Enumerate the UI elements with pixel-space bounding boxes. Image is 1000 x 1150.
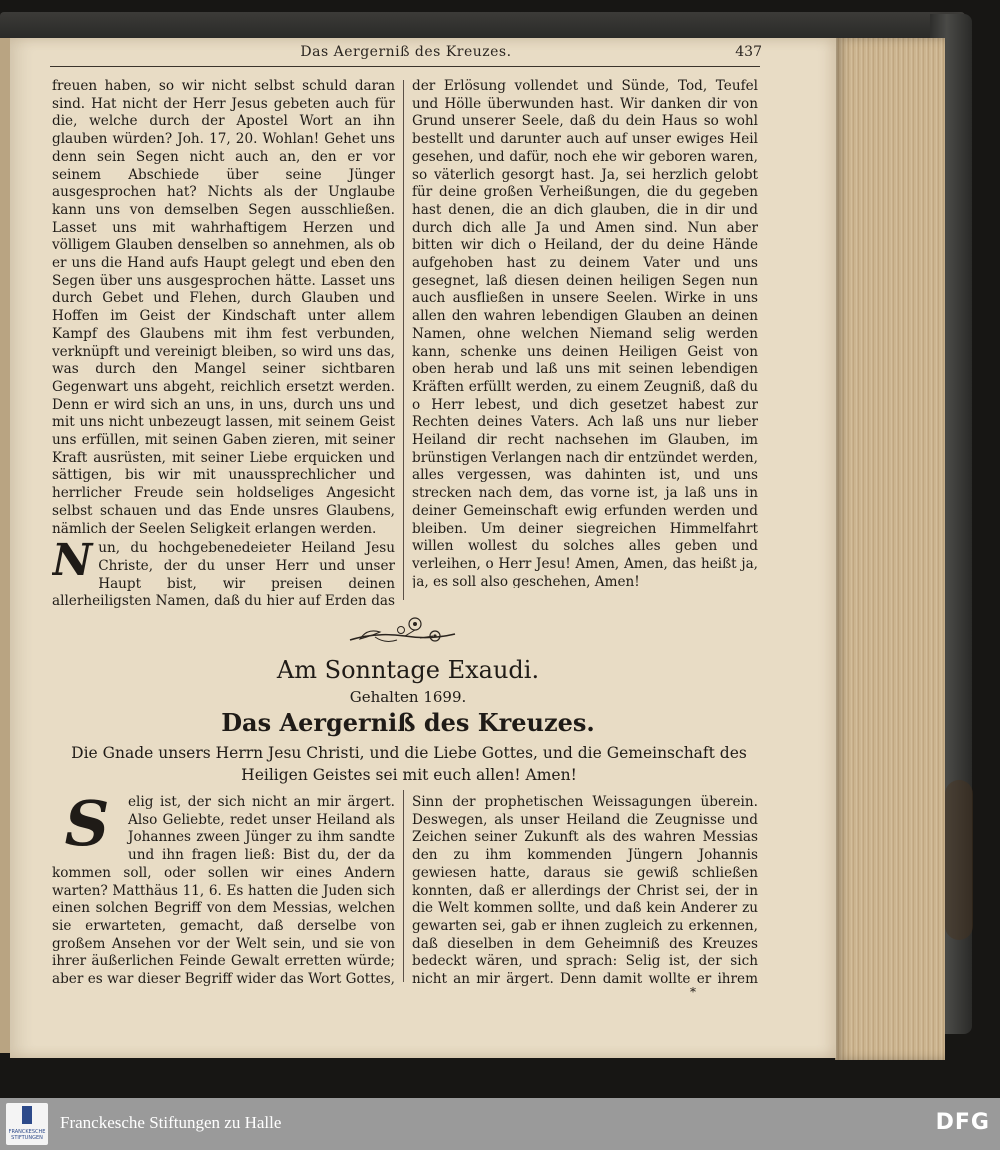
text-column-left-bottom: [52, 794, 395, 986]
sermon-title: Am Sonntage Exaudi.: [276, 656, 540, 684]
running-header: [50, 44, 762, 66]
sermon-main-title: Das Aergerniß des Kreuzes.: [221, 708, 595, 737]
drop-cap: N: [52, 535, 93, 587]
paragraph: der Erlösung vollendet und Sünde, Tod, Teufel und Hölle überwunden hast. Wir danken dir von Grund unserer Seele, daß du dein Haus so wohl bestellt und darunter auch auf unser ewiges Heil gesehen, und dafür, noch ehe wir geboren waren, so väterlich gesorgt hast. Ja, sei herzlich gelobt für deine großen Verheißungen, die du gegeben hast denen, die an dich glauben, die in dir und durch dich alle Ja und Amen sind. Nun aber bitten wir dich o Heiland, der du deine Hände aufgehoben hast zu deinem Vater und uns gesegnet, laß diesen deinen heiligen Segen nun auch ausfließen in unsere Seelen. Wirke in uns allen den wahren lebendigen Glauben an deinen Namen, ohne welchen Niemand selig werden kann, schenke uns deinen Heiligen Geist von oben herab und laß uns mit seinen lebendigen Kräften erfüllt werden, zu einem Zeugniß, daß du o Herr lebest, und dich gesetzet habest zur Rechten deines Vaters. Ach laß uns nur lieber Heiland dir recht nachsehen im Glauben, im brünstigen Verlangen nach dir entzündet werden, alles vergessen, was dahinten ist, und uns strecken nach dem, das vorne ist, ja laß uns in deiner Gemeinschaft ewig erfunden werden und bleiben. Um deiner siegreichen Himmelfahrt willen wollest du solches alles geben und verleihen, o Herr Jesu! Amen, Amen, das heißt ja, ja, es soll also geschehen, Amen!: [412, 78, 758, 588]
prayer-paragraph: [52, 535, 395, 608]
dfg-logo[interactable]: DFG: [935, 1110, 990, 1135]
page-number: 437: [735, 44, 762, 60]
text-column-left-top: [52, 78, 395, 608]
sermon-date: Gehalten 1699.: [349, 688, 467, 706]
drop-cap: S: [64, 794, 110, 860]
book-cover-top: [0, 12, 965, 38]
column-divider: [403, 790, 404, 982]
institution-logo[interactable]: [6, 1103, 48, 1145]
paragraph: Sinn der prophetischen Weissagungen überein. Deswegen, als unser Heiland die Zeugnisse und Zeichen seiner Zukunft als des wahren Messias den zu ihm kommenden Jüngern Johannis gewiesen hatte, daraus sie gewiß schließen konnten, daß er allerdings der Christ sei, der in die Welt kommen sollte, und daß kein Anderer zu gewarten sei, gab er ihnen zugleich zu erkennen, daß dieselben in dem Geheimniß des Kreuzes bedeckt wären, und sprach: Selig ist, der sich nicht an mir ärgert. Denn damit wollte er ihrem: [412, 794, 758, 986]
running-title: Das Aergerniß des Kreuzes.: [300, 44, 512, 60]
header-rule: [50, 66, 760, 67]
text-column-right-top: [412, 78, 758, 588]
logo-text: FRANCKESCHE STIFTUNGEN: [8, 1129, 46, 1141]
institution-name[interactable]: Franckesche Stiftungen zu Halle: [60, 1113, 282, 1132]
footnote-mark: *: [690, 985, 696, 999]
sermon-opening: [52, 794, 395, 986]
cover-stain: [945, 780, 973, 940]
paragraph-text: elig ist, der sich nicht an mir ärgert. Also Geliebte, redet unser Heiland als Johannes zween Jünger zu ihm sandte und ihn fragen ließ: Bist du, der da kommen soll, oder sollen wir eines Andern warten? Matthäus 11, 6. Es hatten die Juden sich einen solchen Begriff von dem Messias, welchen sie erwarteten, gemacht, daß derselbe von großem Ansehen vor der Welt sein, und sie von ihrer äußerlichen Feinde Gewalt erretten würde; aber es war dieser Begriff wider das Wort Gottes,: [52, 794, 395, 986]
page-edges: [835, 38, 945, 1060]
text-column-right-bottom: [412, 794, 758, 986]
paragraph: freuen haben, so wir nicht selbst schuld daran sind. Hat nicht der Herr Jesus gebeten auch für die, welche durch der Apostel Wort an ihn glauben würden? Joh. 17, 20. Wohlan! Gehet uns denn sein Segen nicht auch an, den er vor seinem Abschiede über seine Jünger ausgesprochen hat? Nichts als der Unglaube kann uns von demselben Segen ausschließen. Lasset uns mit wahrhaftigem Herzen und völligem Glauben denselben so annehmen, als ob er uns die Hand aufs Haupt gelegt und eben den Segen über uns ausgesprochen hätte. Lasset uns durch Gebet und Flehen, durch Glauben und Hoffen im Geist der Kindschaft unter allem Kampf des Glaubens mit ihm fest verbunden, verknüpft und vereinigt bleiben, so wird uns das, was durch den Mangel seiner sichtbaren Gegenwart uns abgeht, reichlich ersetzt werden. Denn er wird sich an uns, in uns, durch uns und mit uns nicht unbezeugt lassen, mit seinem Geist uns erfüllen, mit seinen Gaben zieren, mit seiner Kraft ausrüsten, mit seiner Liebe erquicken und sättigen, bis wir mit unaussprechlicher und herrlicher Freude sein holdseliges Angesicht selbst schauen und das Ende unsres Glaubens, nämlich der Seelen Seligkeit erlangen werden.: [52, 78, 395, 537]
logo-emblem-icon: [22, 1106, 32, 1124]
facing-page-edge: [0, 38, 10, 1053]
sermon-greeting: Die Gnade unsers Herrn Jesu Christi, und die Liebe Gottes, und die Gemeinschaft des Heiligen Geistes sei mit euch allen! Amen!: [71, 744, 747, 784]
floral-ornament-icon: [345, 610, 460, 652]
column-divider: [403, 80, 404, 600]
prayer-text: un, du hochgebenedeieter Heiland Jesu Christe, der du unser Herr und unser Haupt bist, wir preisen deinen allerheiligsten Namen, daß du hier auf Erden das: [52, 540, 395, 608]
